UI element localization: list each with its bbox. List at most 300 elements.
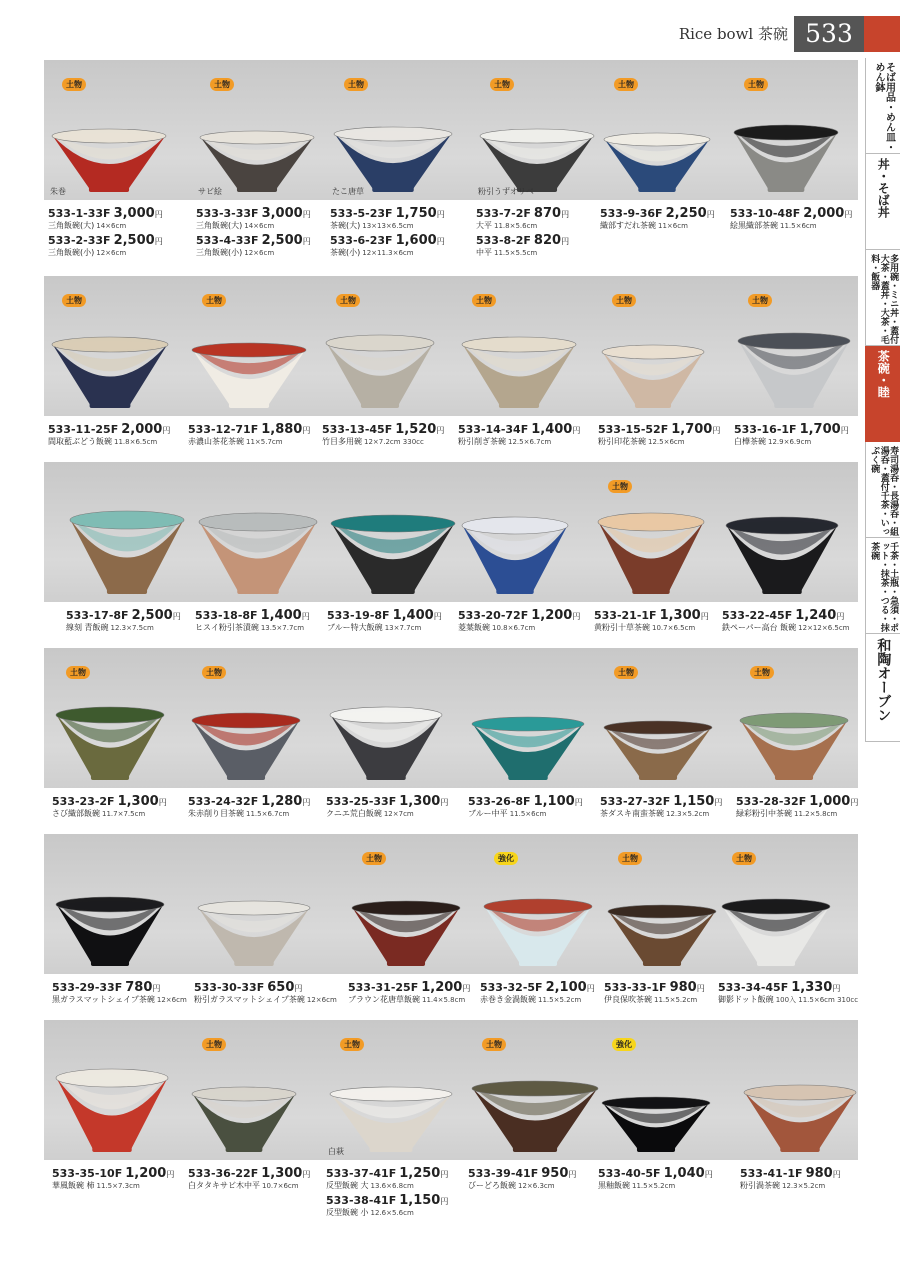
bowl-foot <box>387 956 425 966</box>
yen-unit: 円 <box>302 210 311 219</box>
code-text: 533-9-36F <box>600 207 663 220</box>
section-title: Rice bowl 茶碗 <box>678 25 788 43</box>
bowl-foot <box>372 182 413 192</box>
material-badge: 土物 <box>472 294 496 307</box>
bowl-image <box>190 712 302 786</box>
price: 1,520 <box>395 422 437 437</box>
product-item[interactable] <box>52 648 182 858</box>
material-badge: 強化 <box>494 852 518 865</box>
product-description <box>326 1180 414 1191</box>
bowl-inner <box>490 903 586 912</box>
product-description <box>468 1180 555 1191</box>
bowl-image <box>470 1080 600 1158</box>
product-description <box>330 247 414 258</box>
product-item[interactable] <box>736 648 866 858</box>
price: 2,000 <box>803 206 845 221</box>
product-item[interactable] <box>458 276 588 486</box>
code-text: 533-41-1F <box>740 1167 803 1180</box>
product-name: 中平 <box>476 248 492 257</box>
product-dimensions: 11.5×5.5cm <box>494 249 538 257</box>
product-dimensions: 12.5×6.7cm <box>508 438 552 446</box>
yen-unit: 円 <box>572 612 581 621</box>
product-row <box>0 276 860 486</box>
product-description <box>598 1180 675 1191</box>
code-text: 533-15-52F <box>598 423 669 436</box>
product-code <box>594 608 709 623</box>
price: 1,200 <box>125 1166 167 1181</box>
yen-unit: 円 <box>436 426 445 435</box>
product-code <box>468 794 583 809</box>
material-badge: 土物 <box>344 78 368 91</box>
price: 2,500 <box>113 233 155 248</box>
bowl-foot <box>774 398 813 408</box>
index-tab-label: 茶碗・睦 <box>876 350 891 398</box>
product-code <box>52 794 167 809</box>
product-item[interactable] <box>730 60 860 270</box>
product-dimensions: 10.7×6.5cm <box>652 624 696 632</box>
yen-unit: 円 <box>154 210 163 219</box>
product-dimensions: 11.7×7.5cm <box>102 810 146 818</box>
product-code <box>476 206 569 221</box>
bowl-foot <box>371 584 415 594</box>
yen-unit: 円 <box>440 1197 449 1206</box>
index-tab-soba[interactable] <box>865 58 900 154</box>
index-tab-oven[interactable] <box>865 634 900 742</box>
code-text: 533-40-5F <box>598 1167 661 1180</box>
price: 1,200 <box>421 980 463 995</box>
product-dimensions: 12×12×6.5cm <box>798 624 850 632</box>
yen-unit: 円 <box>301 612 310 621</box>
product-description <box>736 808 837 819</box>
product-code <box>734 422 849 437</box>
material-badge: 土物 <box>202 294 226 307</box>
code-text: 533-39-41F <box>468 1167 539 1180</box>
bowl-inner <box>604 517 698 529</box>
product-item[interactable] <box>48 60 178 270</box>
bowl-inner <box>198 1091 290 1099</box>
product-dimensions: 12×6cm <box>244 249 275 257</box>
bowl-foot <box>513 1142 557 1152</box>
bowl-image <box>68 510 186 600</box>
product-name: 絵黒織部茶碗 <box>730 221 778 230</box>
product-item[interactable] <box>188 648 318 858</box>
material-badge: 土物 <box>340 1038 364 1051</box>
code-text: 533-18-8F <box>195 609 258 622</box>
price: 1,400 <box>531 422 573 437</box>
product-item[interactable] <box>48 276 178 486</box>
price: 1,700 <box>671 422 713 437</box>
product-item[interactable] <box>52 1020 182 1230</box>
product-name: 反型飯碗 小 <box>326 1208 369 1217</box>
product-item[interactable] <box>327 462 457 672</box>
index-tab-label: 千茶・土瓶・急須・ポット・抹茶・つる・抹茶碗 <box>869 542 899 632</box>
product-name: ブルー特大飯碗 <box>327 623 383 632</box>
product-item[interactable] <box>188 276 318 486</box>
product-description <box>48 247 126 258</box>
bowl-foot <box>635 398 671 408</box>
index-tab-label: 寿司湯呑・長湯呑・組湯呑・蓋付千茶・いっぷく碗 <box>869 446 899 536</box>
product-code <box>480 980 595 995</box>
product-item[interactable] <box>734 276 864 486</box>
product-code <box>326 1166 448 1181</box>
price: 3,000 <box>113 206 155 221</box>
bowl-inner <box>358 905 454 913</box>
material-badge: 土物 <box>732 852 756 865</box>
code-text: 533-29-33F <box>52 981 123 994</box>
bowl-image <box>606 904 718 972</box>
price: 1,150 <box>399 1193 441 1208</box>
product-item[interactable] <box>594 462 724 672</box>
product-description <box>458 622 535 633</box>
bowl-foot <box>637 1142 675 1152</box>
page-number: 533 <box>794 16 864 52</box>
product-item[interactable] <box>740 1020 870 1230</box>
product-description <box>458 436 551 447</box>
product-dimensions: 13.5×7.7cm <box>260 624 305 632</box>
product-description <box>326 1207 414 1218</box>
material-badge: 土物 <box>362 852 386 865</box>
product-code <box>196 206 311 221</box>
product-name: 御影ドット飯碗 <box>718 995 774 1004</box>
product-description <box>48 220 126 231</box>
material-badge: 強化 <box>612 1038 636 1051</box>
product-code <box>196 233 311 248</box>
product-description <box>604 994 697 1005</box>
price: 1,330 <box>791 980 833 995</box>
code-text: 533-34-45F <box>718 981 789 994</box>
code-text: 533-24-32F <box>188 795 259 808</box>
product-item[interactable] <box>480 834 610 1044</box>
product-item[interactable] <box>722 462 852 672</box>
bowl-inner <box>728 903 824 912</box>
product-description <box>476 247 537 258</box>
yen-unit: 円 <box>154 237 163 246</box>
code-text: 533-22-45F <box>722 609 793 622</box>
yen-unit: 円 <box>166 1170 175 1179</box>
product-name: 白タタキサビ木中平 <box>188 1181 260 1190</box>
code-text: 533-10-48F <box>730 207 801 220</box>
product-code <box>330 206 445 221</box>
yen-unit: 円 <box>832 1170 841 1179</box>
product-item[interactable] <box>66 462 196 672</box>
product-code <box>600 794 722 809</box>
yen-unit: 円 <box>832 984 841 993</box>
product-name: 粉引印花茶碗 <box>598 437 646 446</box>
material-badge: 土物 <box>490 78 514 91</box>
product-item[interactable] <box>326 648 456 858</box>
product-description <box>348 994 465 1005</box>
bowl-image <box>54 896 166 972</box>
bowl-image <box>736 332 852 414</box>
bowl-inner <box>206 135 308 142</box>
product-name: 菱葉飯碗 <box>458 623 490 632</box>
product-name: 赤濃山茶花茶碗 <box>188 437 244 446</box>
bowl-inner <box>62 901 158 910</box>
yen-unit: 円 <box>706 210 715 219</box>
price: 1,240 <box>795 608 837 623</box>
price: 820 <box>533 233 562 248</box>
bowl-inner <box>746 717 842 726</box>
material-badge: 土物 <box>202 1038 226 1051</box>
bowl-foot <box>91 770 129 780</box>
yen-unit: 円 <box>696 984 705 993</box>
product-dimensions: 11.5×7.3cm <box>96 1182 140 1190</box>
bowl-inner <box>332 339 428 349</box>
product-name: 三角飯碗(大) <box>196 221 243 230</box>
bowl-image <box>329 514 457 600</box>
price: 2,500 <box>131 608 173 623</box>
price: 2,500 <box>261 233 303 248</box>
product-description <box>468 808 546 819</box>
bowl-image <box>460 336 578 414</box>
index-tab-label: そば用品・めん皿・めん鉢 <box>873 62 895 152</box>
product-dimensions: 11.5×6.7cm <box>246 810 290 818</box>
bowl-image <box>602 720 714 786</box>
product-description <box>52 1180 140 1191</box>
yen-unit: 円 <box>844 210 853 219</box>
yen-unit: 円 <box>302 1170 311 1179</box>
yen-unit: 円 <box>302 426 311 435</box>
product-name: 緑彩粉引中茶碗 <box>736 809 792 818</box>
product-item[interactable] <box>598 276 728 486</box>
product-item[interactable] <box>52 834 187 1044</box>
code-text: 533-31-25F <box>348 981 419 994</box>
product-row <box>0 648 860 858</box>
product-code <box>326 1193 448 1208</box>
yen-unit: 円 <box>462 984 471 993</box>
product-name: 黄粉引十草茶碗 <box>594 623 650 632</box>
yen-unit: 円 <box>561 237 570 246</box>
bowl-foot <box>508 770 547 780</box>
yen-unit: 円 <box>294 984 303 993</box>
yen-unit: 円 <box>712 426 721 435</box>
material-badge: 土物 <box>750 666 774 679</box>
product-item[interactable] <box>604 834 734 1044</box>
bowl-foot <box>762 584 801 594</box>
bowl-inner <box>478 721 578 729</box>
product-name: 三角飯碗(大) <box>48 221 95 230</box>
price: 1,300 <box>659 608 701 623</box>
product-name: ヒスイ粉引茶漬碗 <box>195 623 259 632</box>
yen-unit: 円 <box>433 612 442 621</box>
product-dimensions: 12.3×5.2cm <box>666 810 710 818</box>
bowl-foot <box>107 584 147 594</box>
product-dimensions: 13×7.7cm <box>384 624 422 632</box>
yen-unit: 円 <box>586 984 595 993</box>
code-text: 533-28-32F <box>736 795 807 808</box>
yen-unit: 円 <box>568 1170 577 1179</box>
bowl-foot <box>237 182 277 192</box>
bowl-inner <box>478 1085 592 1094</box>
yen-unit: 円 <box>836 612 845 621</box>
bowl-foot <box>643 956 681 966</box>
bowl-inner <box>740 129 832 138</box>
product-description <box>52 808 145 819</box>
yen-unit: 円 <box>714 798 723 807</box>
price: 1,150 <box>673 794 715 809</box>
material-badge: 土物 <box>62 78 86 91</box>
product-item[interactable] <box>476 60 606 270</box>
index-tab-chawan[interactable] <box>865 346 900 442</box>
bowl-foot <box>639 770 677 780</box>
price: 1,100 <box>533 794 575 809</box>
price: 2,250 <box>665 206 707 221</box>
product-code <box>188 422 310 437</box>
product-description <box>594 622 695 633</box>
material-badge: 土物 <box>748 294 772 307</box>
product-item[interactable] <box>600 60 730 270</box>
code-text: 533-2-33F <box>48 234 111 247</box>
code-text: 533-30-33F <box>194 981 265 994</box>
product-name: 三角飯碗(小) <box>196 248 243 257</box>
product-dimensions: 12.3×5.2cm <box>782 1182 826 1190</box>
product-dimensions: 10.7×6cm <box>262 1182 299 1190</box>
price: 1,600 <box>395 233 437 248</box>
code-text: 533-3-33F <box>196 207 259 220</box>
code-text: 533-8-2F <box>476 234 531 247</box>
product-dimensions: 11.5×6cm <box>509 810 547 818</box>
bowl-image <box>197 512 319 600</box>
product-item[interactable] <box>458 462 588 672</box>
product-description <box>722 622 850 633</box>
product-dimensions: 11.5×5.2cm <box>632 1182 676 1190</box>
bowl-foot <box>91 956 129 966</box>
product-dimensions: 13.6×6.8cm <box>370 1182 414 1190</box>
yen-unit: 円 <box>172 612 181 621</box>
product-item[interactable] <box>598 1020 728 1230</box>
product-item[interactable] <box>196 60 326 270</box>
index-tab-tayowan[interactable] <box>865 250 900 346</box>
price: 1,400 <box>392 608 434 623</box>
series-name: 白萩 <box>328 1147 344 1156</box>
product-dimensions: 11.5×6cm <box>780 222 817 230</box>
code-text: 533-6-23F <box>330 234 393 247</box>
material-badge: 土物 <box>62 294 86 307</box>
product-description <box>326 808 414 819</box>
yen-unit: 円 <box>436 237 445 246</box>
product-item[interactable] <box>326 1020 456 1230</box>
product-description <box>52 994 187 1005</box>
product-item[interactable] <box>195 462 325 672</box>
index-tab-senchaki[interactable] <box>865 538 900 634</box>
product-code <box>730 206 852 221</box>
bowl-inner <box>608 1101 704 1107</box>
code-text: 533-13-45F <box>322 423 393 436</box>
product-name: 黒釉飯碗 <box>598 1181 630 1190</box>
code-text: 533-35-10F <box>52 1167 123 1180</box>
code-text: 533-14-34F <box>458 423 529 436</box>
price: 980 <box>669 980 697 995</box>
yen-unit: 円 <box>440 798 449 807</box>
code-text: 533-17-8F <box>66 609 129 622</box>
product-dimensions: 14×6cm <box>244 222 275 230</box>
product-name: 粉引渦茶碗 <box>740 1181 780 1190</box>
yen-unit: 円 <box>302 237 311 246</box>
product-item[interactable] <box>348 834 478 1044</box>
product-item[interactable] <box>188 1020 318 1230</box>
price: 950 <box>541 1166 569 1181</box>
product-code <box>188 1166 310 1181</box>
bowl-inner <box>336 1091 446 1099</box>
index-tab-donburi[interactable] <box>865 154 900 250</box>
bowl-image <box>600 344 706 414</box>
product-description <box>718 994 858 1005</box>
product-code <box>718 980 840 995</box>
index-tab-label: 和陶オーブン <box>875 638 892 722</box>
code-text: 533-12-71F <box>188 423 259 436</box>
product-code <box>740 1166 841 1181</box>
bowl-image <box>54 706 166 786</box>
price: 1,300 <box>117 794 159 809</box>
code-text: 533-38-41F <box>326 1194 397 1207</box>
bowl-image <box>732 124 840 198</box>
bowl-inner <box>58 133 160 141</box>
code-text: 533-32-5F <box>480 981 543 994</box>
bowl-inner <box>62 711 158 721</box>
product-item[interactable] <box>468 1020 598 1230</box>
product-name: 粉引削ぎ茶碗 <box>458 437 506 446</box>
product-description <box>188 436 283 447</box>
product-dimensions: 12.9×6.9cm <box>768 438 812 446</box>
product-name: 伊良保吹茶碗 <box>604 995 652 1004</box>
price: 1,040 <box>663 1166 705 1181</box>
index-tab-label: 多用碗・ミニ丼・蓋付大茶・蓋丼・大茶・毛料・飯器 <box>869 254 899 344</box>
product-item[interactable] <box>468 648 598 858</box>
product-item[interactable] <box>718 834 859 1044</box>
product-dimensions: 12.3×7.5cm <box>110 624 154 632</box>
product-item[interactable] <box>194 834 337 1044</box>
product-dimensions: 11.5×5.2cm <box>538 996 582 1004</box>
code-text: 533-1-33F <box>48 207 111 220</box>
code-text: 533-37-41F <box>326 1167 397 1180</box>
product-code <box>326 794 448 809</box>
series-name: 朱巻 <box>50 187 66 196</box>
index-tab-yunomi[interactable] <box>865 442 900 538</box>
product-code <box>52 1166 174 1181</box>
product-name: 鉄ペーパー高台 飯碗 <box>722 623 797 632</box>
code-text: 533-4-33F <box>196 234 259 247</box>
code-text: 533-23-2F <box>52 795 115 808</box>
price: 1,400 <box>260 608 302 623</box>
bowl-inner <box>198 717 294 726</box>
product-code <box>476 233 569 248</box>
product-item[interactable] <box>322 276 452 486</box>
bowl-foot <box>632 584 669 594</box>
product-dimensions: 11×6cm <box>658 222 688 230</box>
price: 1,300 <box>399 794 441 809</box>
product-code <box>600 206 715 221</box>
bowl-inner <box>337 519 449 530</box>
yen-unit: 円 <box>302 798 311 807</box>
bowl-foot <box>366 770 405 780</box>
product-code <box>458 608 580 623</box>
product-dimensions: 12.6×5.6cm <box>370 1209 414 1217</box>
product-row <box>0 1020 860 1230</box>
material-badge: 土物 <box>744 78 768 91</box>
product-dimensions: 100入 11.5×6cm 310cc <box>775 996 859 1004</box>
bowl-inner <box>58 341 162 350</box>
product-item[interactable] <box>600 648 730 858</box>
bowl-foot <box>237 584 278 594</box>
bowl-foot <box>768 182 805 192</box>
product-code <box>327 608 442 623</box>
product-item[interactable] <box>330 60 460 270</box>
material-badge: 土物 <box>202 666 226 679</box>
material-badge: 土物 <box>210 78 234 91</box>
product-dimensions: 11.5×5.2cm <box>654 996 698 1004</box>
product-name: 茶ダスキ南蛮茶碗 <box>600 809 664 818</box>
product-name: さび織部飯碗 <box>52 809 100 818</box>
